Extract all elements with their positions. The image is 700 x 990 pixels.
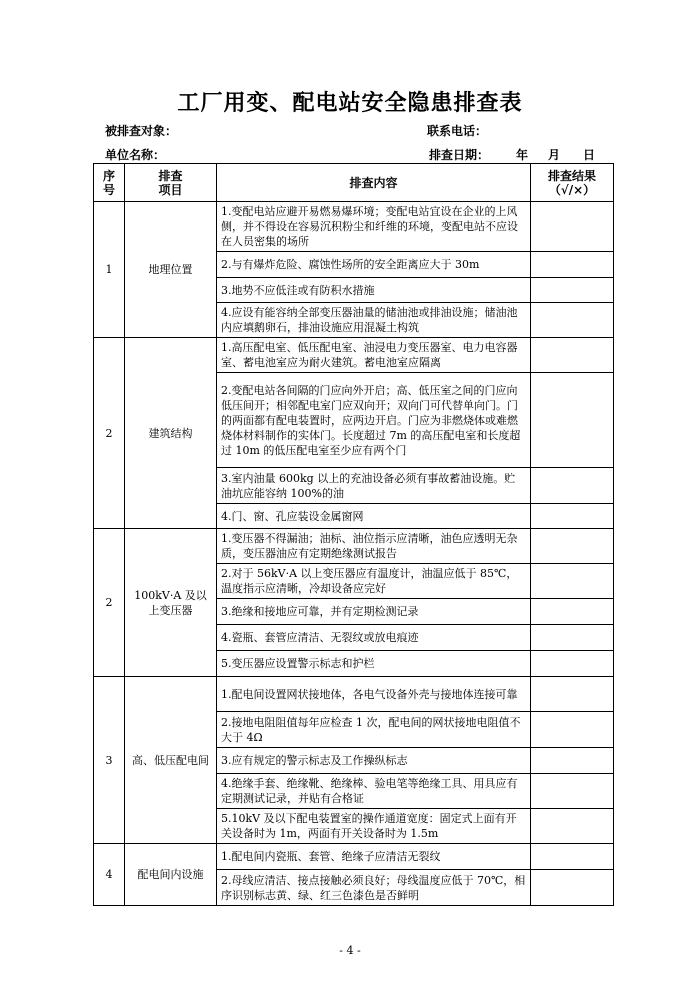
table-row [94,202,614,252]
check-item: 2.与有爆炸危险、腐蚀性场所的安全距离应大于 30m [217,252,531,278]
table-row [94,844,614,870]
row-seq: 3 [94,677,125,844]
result-cell[interactable] [531,303,614,338]
row-seq: 2 [94,338,125,529]
date-year: 年 [516,148,529,162]
row-seq: 2 [94,529,125,677]
header-project-line1: 排查 [158,168,183,183]
result-cell[interactable] [531,748,614,774]
result-cell[interactable] [531,625,614,651]
header-seq [94,164,125,202]
check-item: 5.10kV 及以下配电装置室的操作通道宽度：固定式上面有开关设备时为 1m，两面有开关设备时为 1.5m [217,809,531,844]
row-seq: 4 [94,844,125,906]
row-project: 配电间内设施 [125,844,217,906]
check-item: 5.变压器应设置警示标志和护栏 [217,651,531,677]
check-item: 3.应有规定的警示标志及工作操纵标志 [217,748,531,774]
result-cell[interactable] [531,278,614,303]
header-project-line2: 项目 [158,182,183,197]
date-day: 日 [583,148,596,162]
result-cell[interactable] [531,202,614,252]
result-cell[interactable] [531,504,614,529]
date-label: 排查日期： [429,148,490,162]
check-item: 1.配电间设置网状接地体，各电气设备外壳与接地体连接可靠 [217,677,531,712]
row-project: 建筑结构 [125,338,217,529]
check-item: 4.门、窗、孔应装设金属窗网 [217,504,531,529]
check-item: 2.接地电阻阻值每年应检查 1 次，配电间的网状接地电阻值不大于 4Ω [217,712,531,748]
row-project: 地理位置 [125,202,217,338]
result-cell[interactable] [531,252,614,278]
check-item: 4.绝缘手套、绝缘靴、绝缘棒、验电笔等绝缘工具、用具应有定期测试记录，并贴有合格证 [217,774,531,809]
table-row [94,677,614,712]
header-seq-line2: 号 [102,182,115,197]
inspection-table [93,163,614,906]
check-item: 3.绝缘和接地应可靠，并有定期检测记录 [217,599,531,625]
result-cell[interactable] [531,870,614,906]
result-cell[interactable] [531,529,614,564]
result-cell[interactable] [531,599,614,625]
result-cell[interactable] [531,774,614,809]
header-result-line1: 排查结果 [547,168,596,183]
result-cell[interactable] [531,712,614,748]
unit-label: 单位名称： [105,148,166,162]
check-item: 4.应设有能容纳全部变压器油量的储油池或排油设施；储油池内应填鹅卵石，排油设施应用混凝土构筑 [217,303,531,338]
target-label: 被排查对象： [105,124,178,138]
table-header-row [94,164,614,202]
check-item: 2.母线应清洁、接点接触必须良好；母线温度应低于 70℃，相序识别标志黄、绿、红三色漆色是否鲜明 [217,870,531,906]
table-row [94,338,614,373]
check-item: 2.对于 56kV·A 以上变压器应有温度计，油温应低于 85℃，温度指示应清晰，冷却设备应完好 [217,564,531,599]
check-item: 2.变配电站各间隔的门应向外开启；高、低压室之间的门应向低压间开；相邻配电室门应双向开；双向门可代替单向门。门的两面都有配电装置时，应两边开启。门应为非燃烧体或难燃烧体材料制作的实体门。长度超过 7m 的高压配电室和长度超过 10m 的低压配电室至少应有两个门 [217,373,531,468]
check-item: 1.高压配电室、低压配电室、油浸电力变压器室、电力电容器室、蓄电池室应为耐火建筑。蓄电池室应隔离 [217,338,531,373]
check-item: 3.地势不应低洼或有防积水措施 [217,278,531,303]
header-content: 排查内容 [217,164,531,202]
result-cell[interactable] [531,373,614,468]
result-cell[interactable] [531,844,614,870]
header-project [125,164,217,202]
row-project: 高、低压配电间 [125,677,217,844]
row-seq: 1 [94,202,125,338]
check-item: 4.瓷瓶、套管应清洁、无裂纹或放电痕迹 [217,625,531,651]
page-title: 工厂用变、配电站安全隐患排查表 [177,90,523,116]
check-item: 3.室内油量 600kg 以上的充油设备必须有事故蓄油设施。贮油坑应能容纳 100%的油 [217,468,531,504]
check-item: 1.变配电站应避开易燃易爆环境；变配电站宜设在企业的上风侧，并不得设在容易沉积粉尘和纤维的环境，变配电站不应设在人员密集的场所 [217,202,531,252]
header-seq-line1: 序 [102,168,115,183]
header-result-line2: （√/×） [548,182,596,197]
result-cell[interactable] [531,651,614,677]
table-row [94,529,614,564]
check-item: 1.配电间内瓷瓶、套管、绝缘子应清洁无裂纹 [217,844,531,870]
result-cell[interactable] [531,809,614,844]
row-project: 100kV·A 及以上变压器 [125,529,217,677]
check-item: 1.变压器不得漏油；油标、油位指示应清晰，油色应透明无杂质，变压器油应有定期绝缘测试报告 [217,529,531,564]
result-cell[interactable] [531,564,614,599]
phone-label: 联系电话： [427,124,488,138]
result-cell[interactable] [531,677,614,712]
date-month: 月 [548,148,561,162]
header-result [531,164,614,202]
result-cell[interactable] [531,468,614,504]
result-cell[interactable] [531,338,614,373]
page-number: - 4 - [339,944,361,957]
